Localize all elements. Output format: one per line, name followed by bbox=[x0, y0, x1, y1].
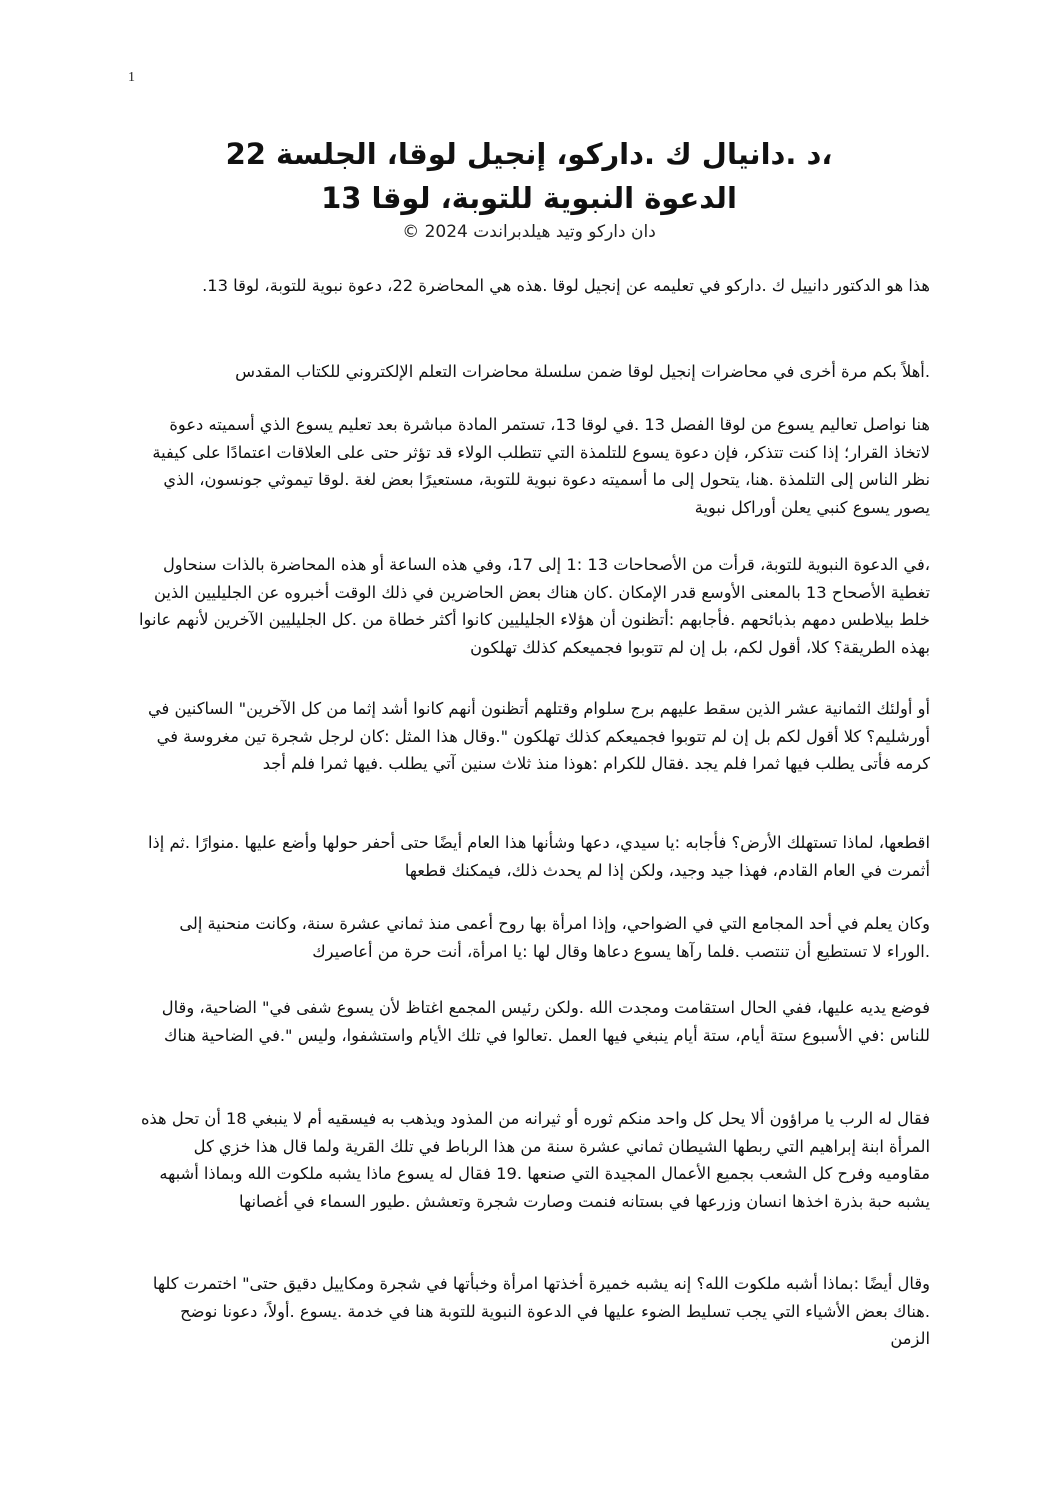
paragraph-10: وقال أيضًا :بماذا أشبه ملكوت الله؟ إنه يشبه خميرة أخذتها امرأة وخبأتها في شجرة ومكاييل دقيق حتى" اختمرت كلها .هناك بعض الأشياء التي يجب تسليط الضوء عليها في الدعوة النبوية للتوبة هنا في خدمة .يسوع .أولاً، دعونا نوضح الزمن bbox=[152, 1274, 930, 1348]
document-header bbox=[0, 132, 1058, 244]
paragraph-2: .أهلاً بكم مرة أخرى في محاضرات إنجيل لوقا ضمن سلسلة محاضرات التعلم الإلكتروني للكتاب المقدس bbox=[235, 362, 930, 381]
page-number: 1 bbox=[128, 70, 135, 85]
document-title-line-2: الدعوة النبوية للتوبة، لوقا 13 bbox=[321, 181, 737, 215]
paragraph-7: وكان يعلم في أحد المجامع التي في الضواحي، وإذا امرأة بها روح أعمى منذ ثماني عشرة سنة، وكانت منحنية إلى .الوراء لا تستطيع أن تنتصب .فلما رآها يسوع دعاها وقال لها :يا امرأة، أنت حرة من أعاصيرك bbox=[179, 914, 930, 961]
paragraph-3: هنا نواصل تعاليم يسوع من لوقا الفصل 13 .في لوقا 13، تستمر المادة مباشرة بعد تعليم يسوع الذي أسميته دعوة لاتخاذ القرار؛ إذا كنت تتذكر، فإن دعوة يسوع للتلمذة التي تتطلب الولاء قد تؤثر حتى على العلاقات اعتمادًا على كيفية نظر الناس إلى التلمذة .هنا، يتحول إلى ما أسميته دعوة نبوية للتوبة، مستعيرًا بعض لغة .لوقا تيموثي جونسون، الذي يصور يسوع كنبي يعلن أوراكل نبوية bbox=[152, 415, 930, 517]
paragraph-9: فقال له الرب يا مراؤون ألا يحل كل واحد منكم ثوره أو ثيرانه من المذود ويذهب به فيسقيه أم لا ينبغي 18 أن تحل هذه المرأة ابنة إبراهيم التي ربطها الشيطان ثماني عشرة سنة من هذا الرباط في تلك القرية ولما قال هذا خزي كل مقاوميه وفرح كل الشعب بجميع الأعمال المجيدة التي صنعها .19 فقال له يسوع ماذا يشبه ملكوت الله وبماذا أشبهه يشبه حبة بذرة اخذها انسان وزرعها في بستانه فنمت وصارت شجرة وتعشش .طيور السماء في أغصانها bbox=[140, 1109, 930, 1211]
copyright-line: دان داركو وتيد هيلدبراندت 2024 © bbox=[402, 222, 656, 242]
paragraph-6: اقطعها، لماذا تستهلك الأرض؟ فأجابه :يا سيدي، دعها وشأنها هذا العام أيضًا حتى أحفر حولها وأضع عليها .منوارًا .ثم إذا أثمرت في العام القادم، فهذا جيد وجيد، ولكن إذا لم يحدث ذلك، فيمكنك قطعها bbox=[147, 833, 930, 880]
paragraph-5: أو أولئك الثمانية عشر الذين سقط عليهم برج سلوام وقتلهم أتظنون أنهم كانوا أشد إثما من كل الآخرين" الساكنين في أورشليم؟ كلا أقول لكم بل إن لم تتوبوا فجميعكم كذلك تهلكون ".وقال هذا المثل :كان لرجل شجرة تين مغروسة في كرمه فأتى يطلب فيها ثمرا فلم يجد .فقال للكرام :هوذا منذ ثلاث سنين آتي يطلب .فيها ثمرا فلم أجد bbox=[147, 699, 930, 773]
document-title-line-1: ،د .دانيال ك .داركو، إنجيل لوقا، الجلسة 22 bbox=[225, 137, 833, 171]
paragraph-8: فوضع يديه عليها، ففي الحال استقامت ومجدت الله .ولكن رئيس المجمع اغتاظ لأن يسوع شفى في" الضاحية، وقال للناس :في الأسبوع ستة أيام، ستة أيام ينبغي فيها العمل .تعالوا في تلك الأيام واستشفوا، وليس ".في الضاحية هناك bbox=[161, 998, 930, 1045]
paragraph-4: ،في الدعوة النبوية للتوبة، قرأت من الأصحاحات 13 :1 إلى 17، وفي هذه الساعة أو هذه المحاضرة بالذات سنحاول تغطية الأصحاح 13 بالمعنى الأوسع قدر الإمكان .كان هناك بعض الحاضرين في ذلك الوقت أخبروه عن الجليليين الذين خلط بيلاطس دمهم بذبائحهم .فأجابهم :أتظنون أن هؤلاء الجليليين كانوا أكثر خطاة من .كل الجليليين الآخرين لأنهم عانوا بهذه الطريقة؟ كلا، أقول لكم، بل إن لم تتوبوا فجميعكم كذلك تهلكون bbox=[139, 555, 930, 657]
paragraph-1: هذا هو الدكتور دانييل ك .داركو في تعليمه عن إنجيل لوقا .هذه هي المحاضرة 22، دعوة نبوية للتوبة، لوقا 13. bbox=[202, 276, 930, 295]
